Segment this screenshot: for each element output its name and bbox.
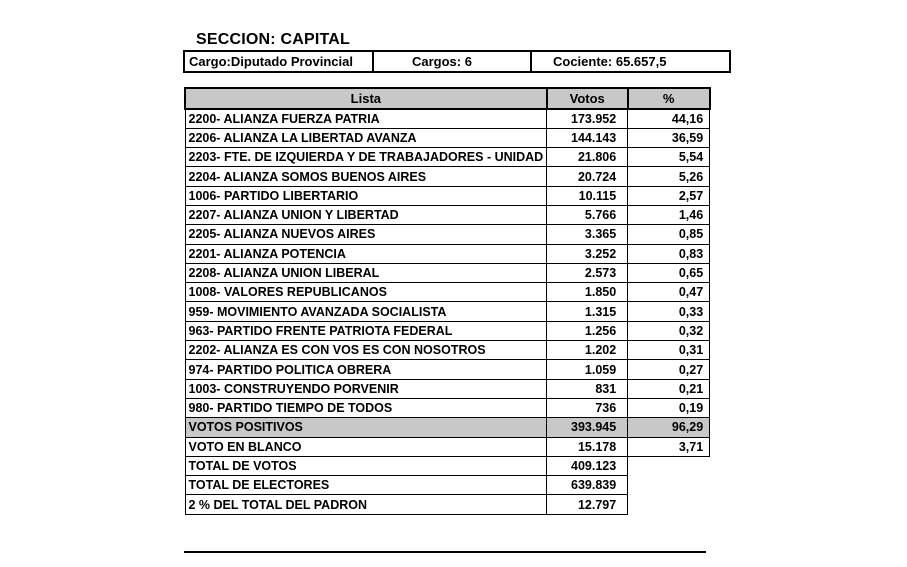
party-name: 1008- VALORES REPUBLICANOS (185, 283, 547, 302)
party-votes: 1.315 (547, 302, 628, 321)
party-name: 1006- PARTIDO LIBERTARIO (185, 186, 547, 205)
table-row (185, 263, 710, 282)
table-row (185, 205, 710, 224)
party-votes: 10.115 (547, 186, 628, 205)
bottom-rule (184, 551, 706, 553)
party-votes: 2.573 (547, 263, 628, 282)
votos-positivos-label: VOTOS POSITIVOS (185, 418, 547, 437)
column-header-pct: % (628, 88, 710, 109)
table-row (185, 128, 710, 147)
table-row (185, 398, 710, 417)
party-pct: 0,47 (628, 283, 710, 302)
table-row (185, 302, 710, 321)
party-name: 2206- ALIANZA LA LIBERTAD AVANZA (185, 128, 547, 147)
party-votes: 1.256 (547, 321, 628, 340)
party-votes: 5.766 (547, 205, 628, 224)
table-row (185, 167, 710, 186)
padron-votes: 12.797 (547, 495, 628, 514)
cociente-label: Cociente: 65.657,5 (553, 54, 667, 69)
padron-row (185, 495, 710, 514)
header-box (183, 50, 731, 73)
section-title: SECCION: CAPITAL (196, 31, 351, 48)
party-name: 2208- ALIANZA UNION LIBERAL (185, 263, 547, 282)
table-row (185, 148, 710, 167)
empty-cell (628, 495, 710, 514)
party-pct: 0,27 (628, 360, 710, 379)
party-pct: 0,31 (628, 341, 710, 360)
votos-positivos-pct: 96,29 (628, 418, 710, 437)
party-pct: 44,16 (628, 109, 710, 128)
votos-positivos-votes: 393.945 (547, 418, 628, 437)
total-votos-votes: 409.123 (547, 456, 628, 475)
party-votes: 173.952 (547, 109, 628, 128)
total-electores-votes: 639.839 (547, 476, 628, 495)
column-header-votos: Votos (547, 88, 628, 109)
party-name: 974- PARTIDO POLITICA OBRERA (185, 360, 547, 379)
table-row (185, 283, 710, 302)
padron-label: 2 % DEL TOTAL DEL PADRON (185, 495, 547, 514)
results-table (184, 87, 711, 515)
summary-rows (185, 418, 710, 514)
party-pct: 0,83 (628, 244, 710, 263)
table-row (185, 225, 710, 244)
party-name: 2203- FTE. DE IZQUIERDA Y DE TRABAJADORES - UNIDAD (185, 148, 547, 167)
party-votes: 21.806 (547, 148, 628, 167)
voto-en-blanco-pct: 3,71 (628, 437, 710, 456)
cargos-label: Cargos: 6 (374, 52, 532, 71)
table-row (185, 244, 710, 263)
party-pct: 2,57 (628, 186, 710, 205)
party-votes: 1.850 (547, 283, 628, 302)
party-name: 2204- ALIANZA SOMOS BUENOS AIRES (185, 167, 547, 186)
party-name: 2207- ALIANZA UNION Y LIBERTAD (185, 205, 547, 224)
table-row (185, 360, 710, 379)
party-pct: 5,54 (628, 148, 710, 167)
cargo-label: Cargo:Diputado Provincial (185, 52, 374, 71)
party-votes: 3.365 (547, 225, 628, 244)
party-pct: 0,19 (628, 398, 710, 417)
table-row (185, 341, 710, 360)
party-pct: 0,85 (628, 225, 710, 244)
party-votes: 736 (547, 398, 628, 417)
party-name: 2202- ALIANZA ES CON VOS ES CON NOSOTROS (185, 341, 547, 360)
empty-cell (628, 476, 710, 495)
party-votes: 144.143 (547, 128, 628, 147)
party-pct: 0,33 (628, 302, 710, 321)
table-row (185, 321, 710, 340)
empty-cell (628, 456, 710, 475)
party-pct: 0,65 (628, 263, 710, 282)
table-row (185, 109, 710, 128)
party-name: 980- PARTIDO TIEMPO DE TODOS (185, 398, 547, 417)
total-votos-row (185, 456, 710, 475)
party-pct: 36,59 (628, 128, 710, 147)
party-pct: 5,26 (628, 167, 710, 186)
party-name: 959- MOVIMIENTO AVANZADA SOCIALISTA (185, 302, 547, 321)
voto-en-blanco-label: VOTO EN BLANCO (185, 437, 547, 456)
table-row (185, 186, 710, 205)
party-name: 2205- ALIANZA NUEVOS AIRES (185, 225, 547, 244)
column-header-lista: Lista (185, 88, 547, 109)
table-header-row (185, 88, 710, 109)
voto-en-blanco-row (185, 437, 710, 456)
total-electores-row (185, 476, 710, 495)
party-rows (185, 109, 710, 418)
voto-en-blanco-votes: 15.178 (547, 437, 628, 456)
party-pct: 1,46 (628, 205, 710, 224)
party-pct: 0,32 (628, 321, 710, 340)
party-name: 1003- CONSTRUYENDO PORVENIR (185, 379, 547, 398)
party-name: 963- PARTIDO FRENTE PATRIOTA FEDERAL (185, 321, 547, 340)
table-row (185, 379, 710, 398)
total-electores-label: TOTAL DE ELECTORES (185, 476, 547, 495)
party-votes: 1.202 (547, 341, 628, 360)
party-votes: 20.724 (547, 167, 628, 186)
party-votes: 3.252 (547, 244, 628, 263)
votos-positivos-row (185, 418, 710, 437)
total-votos-label: TOTAL DE VOTOS (185, 456, 547, 475)
party-votes: 831 (547, 379, 628, 398)
party-pct: 0,21 (628, 379, 710, 398)
party-votes: 1.059 (547, 360, 628, 379)
party-name: 2200- ALIANZA FUERZA PATRIA (185, 109, 547, 128)
party-name: 2201- ALIANZA POTENCIA (185, 244, 547, 263)
